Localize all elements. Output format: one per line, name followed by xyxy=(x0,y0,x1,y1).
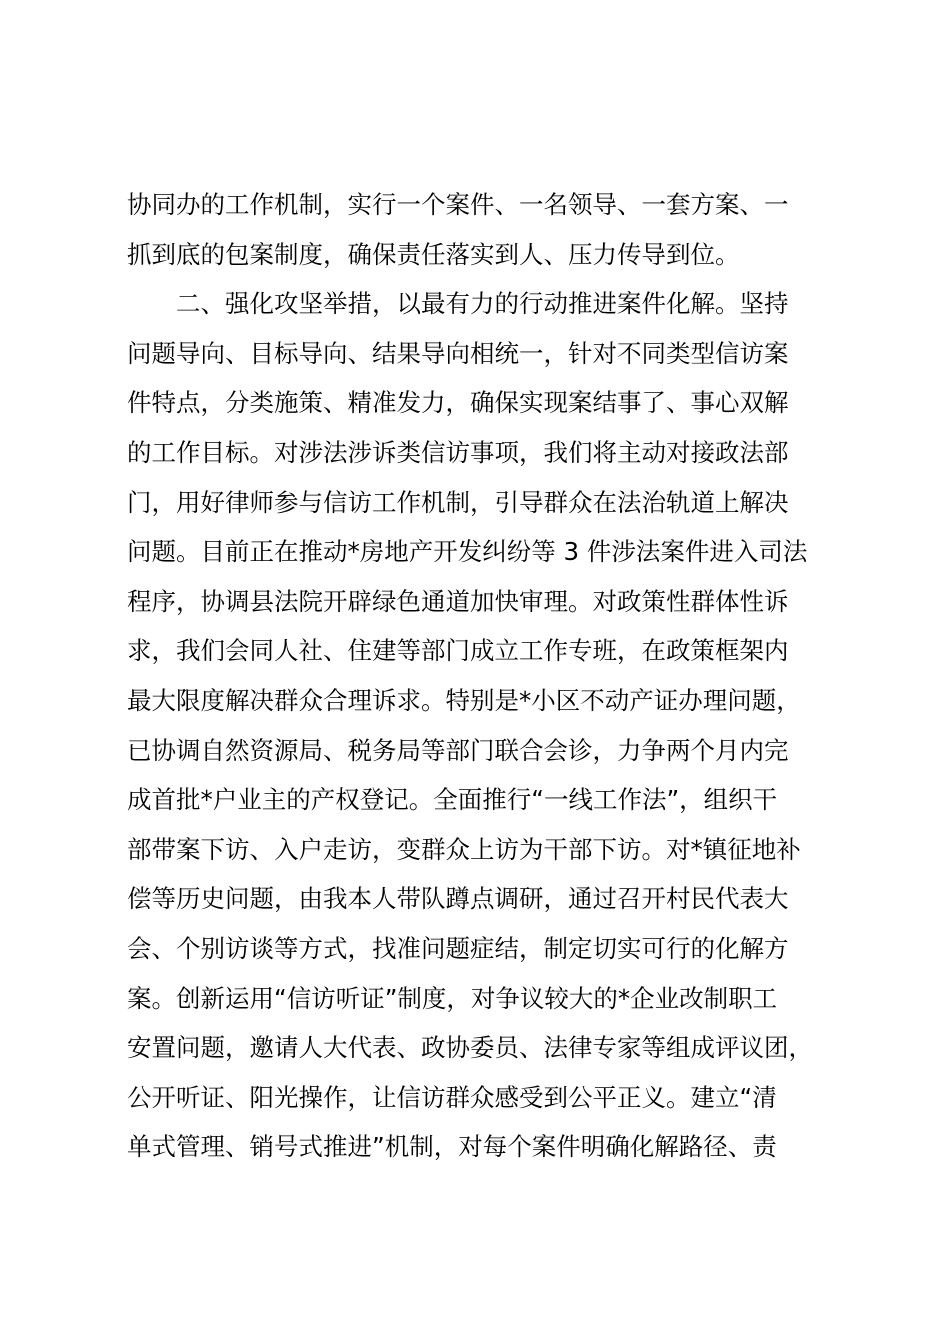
text-line: 单式管理、销号式推进”机制，对每个案件明确化解路径、责 xyxy=(127,1132,777,1162)
section-heading-line: 二、强化攻坚举措，以最有力的行动推进案件化解。坚持 xyxy=(127,289,789,319)
body-text xyxy=(127,180,827,1172)
text-line: 会、个别访谈等方式，找准问题症结，制定切实可行的化解方 xyxy=(127,933,789,963)
text-line: 最大限度解决群众合理诉求。特别是*小区不动产证办理问题， xyxy=(127,685,801,715)
text-line: 的工作目标。对涉法涉诉类信访事项，我们将主动对接政法部 xyxy=(127,437,789,467)
text-line: 程序，协调县法院开辟绿色通道加快审理。对政策性群体性诉 xyxy=(127,586,789,616)
text-line: 安置问题，邀请人大代表、政协委员、法律专家等组成评议团， xyxy=(127,1033,813,1063)
text-line: 问题。目前正在推动*房地产开发纠纷等 3 件涉法案件进入司法 xyxy=(127,537,808,567)
text-line: 已协调自然资源局、税务局等部门联合会诊，力争两个月内完 xyxy=(127,735,789,765)
text-line: 件特点，分类施策、精准发力，确保实现案结事了、事心双解 xyxy=(127,388,789,418)
text-line: 问题导向、目标导向、结果导向相统一，针对不同类型信访案 xyxy=(127,338,789,368)
text-line: 门，用好律师参与信访工作机制，引导群众在法治轨道上解决 xyxy=(127,487,789,517)
text-line: 成首批*户业主的产权登记。全面推行“一线工作法”，组织干 xyxy=(127,785,778,815)
text-line: 部带案下访、入户走访，变群众上访为干部下访。对*镇征地补 xyxy=(127,834,801,864)
text-line: 公开听证、阳光操作，让信访群众感受到公平正义。建立“清 xyxy=(127,1082,777,1112)
text-line: 求，我们会同人社、住建等部门成立工作专班，在政策框架内 xyxy=(127,636,789,666)
text-line: 协同办的工作机制，实行一个案件、一名领导、一套方案、一 xyxy=(127,190,789,219)
text-line: 案。创新运用“信访听证”制度，对争议较大的*企业改制职工 xyxy=(127,983,778,1013)
text-line: 偿等历史问题，由我本人带队蹲点调研，通过召开村民代表大 xyxy=(127,884,789,914)
text-line: 抓到底的包案制度，确保责任落实到人、压力传导到位。 xyxy=(127,239,740,269)
